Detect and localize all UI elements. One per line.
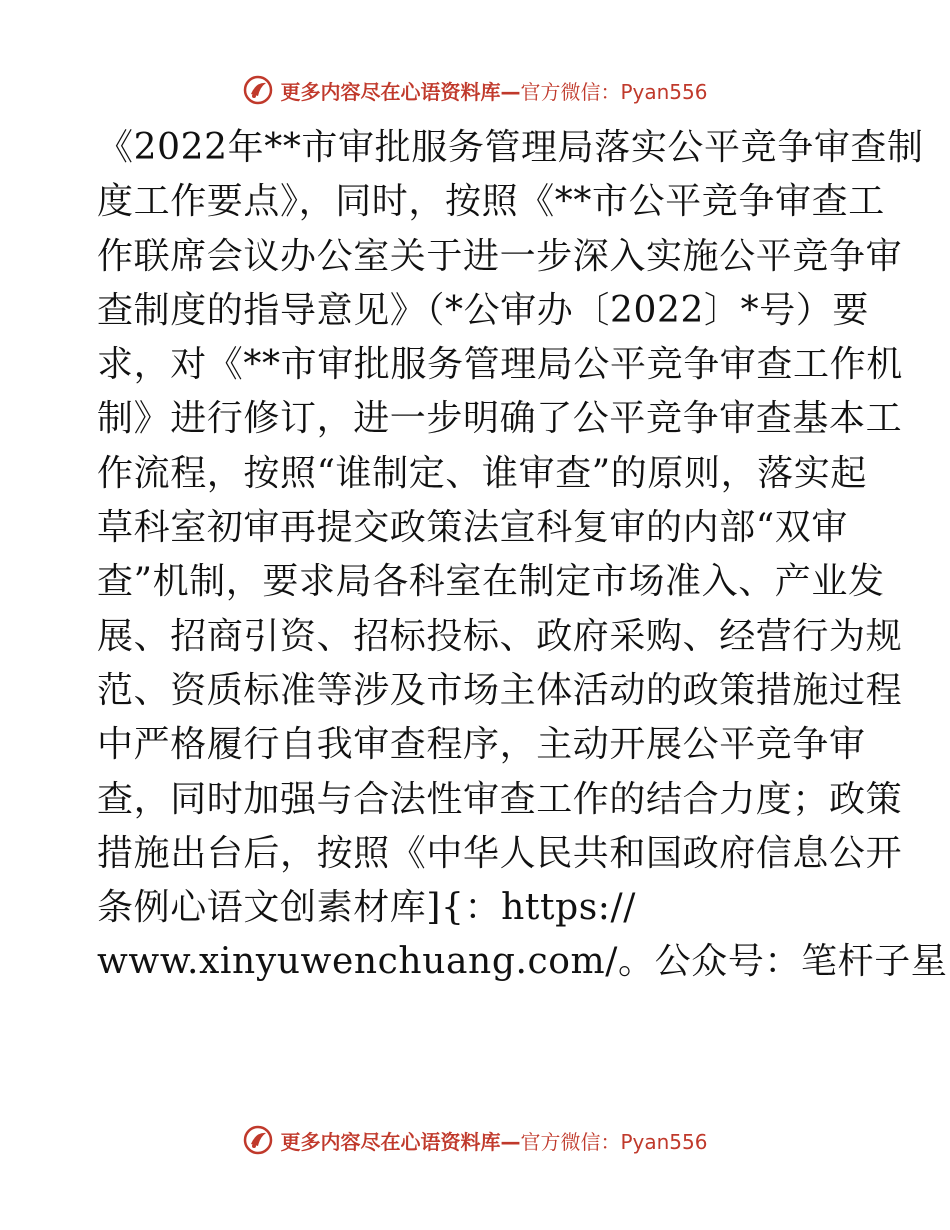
text-line: 作流程，按照“谁制定、谁审查”的原则，落实起 (97, 452, 868, 494)
text-line: 查制度的指导意见》（*公审办〔2022〕*号）要 (97, 289, 870, 331)
brand-logo-icon (242, 1124, 274, 1156)
text-line: 范、资质标准等涉及市场主体活动的政策措施过程 (97, 669, 903, 711)
text-line: 草科室初审再提交政策法宣科复审的内部“双审 (97, 507, 849, 549)
brand-logo-icon (242, 74, 274, 106)
text-line: 展、招商引资、招标投标、政府采购、经营行为规 (97, 615, 903, 657)
text-line: 求，对《**市审批服务管理局公平竞争审查工作机 (97, 344, 903, 386)
text-line: 措施出台后，按照《中华人民共和国政府信息公开 (97, 832, 903, 874)
text-line: 《2022年**市审批服务管理局落实公平竞争审查制 (97, 127, 924, 168)
text-line: www.xinyuwenchuang.com/。公众号：笔杆子星 (97, 941, 948, 983)
text-line: 作联席会议办公室关于进一步深入实施公平竞争审 (97, 235, 903, 277)
footer-watermark-banner (0, 1120, 950, 1160)
text-line: 度工作要点》，同时，按照《**市公平竞争审查工 (97, 181, 885, 223)
text-line: 条例心语文创素材库]{：https:// (97, 887, 636, 929)
watermark-text: 更多内容尽在心语资料库—官方微信：Pyan556 (280, 1129, 708, 1154)
text-line: 中严格履行自我审查程序，主动开展公平竞争审 (97, 724, 866, 766)
document-body (97, 121, 948, 990)
text-line: 查，同时加强与合法性审查工作的结合力度；政策 (97, 778, 903, 820)
header-watermark-banner (0, 70, 950, 110)
text-line: 查”机制，要求局各科室在制定市场准入、产业发 (97, 561, 885, 603)
watermark-text: 更多内容尽在心语资料库—官方微信：Pyan556 (280, 79, 708, 104)
text-line: 制》进行修订，进一步明确了公平竞争审查基本工 (97, 398, 903, 440)
